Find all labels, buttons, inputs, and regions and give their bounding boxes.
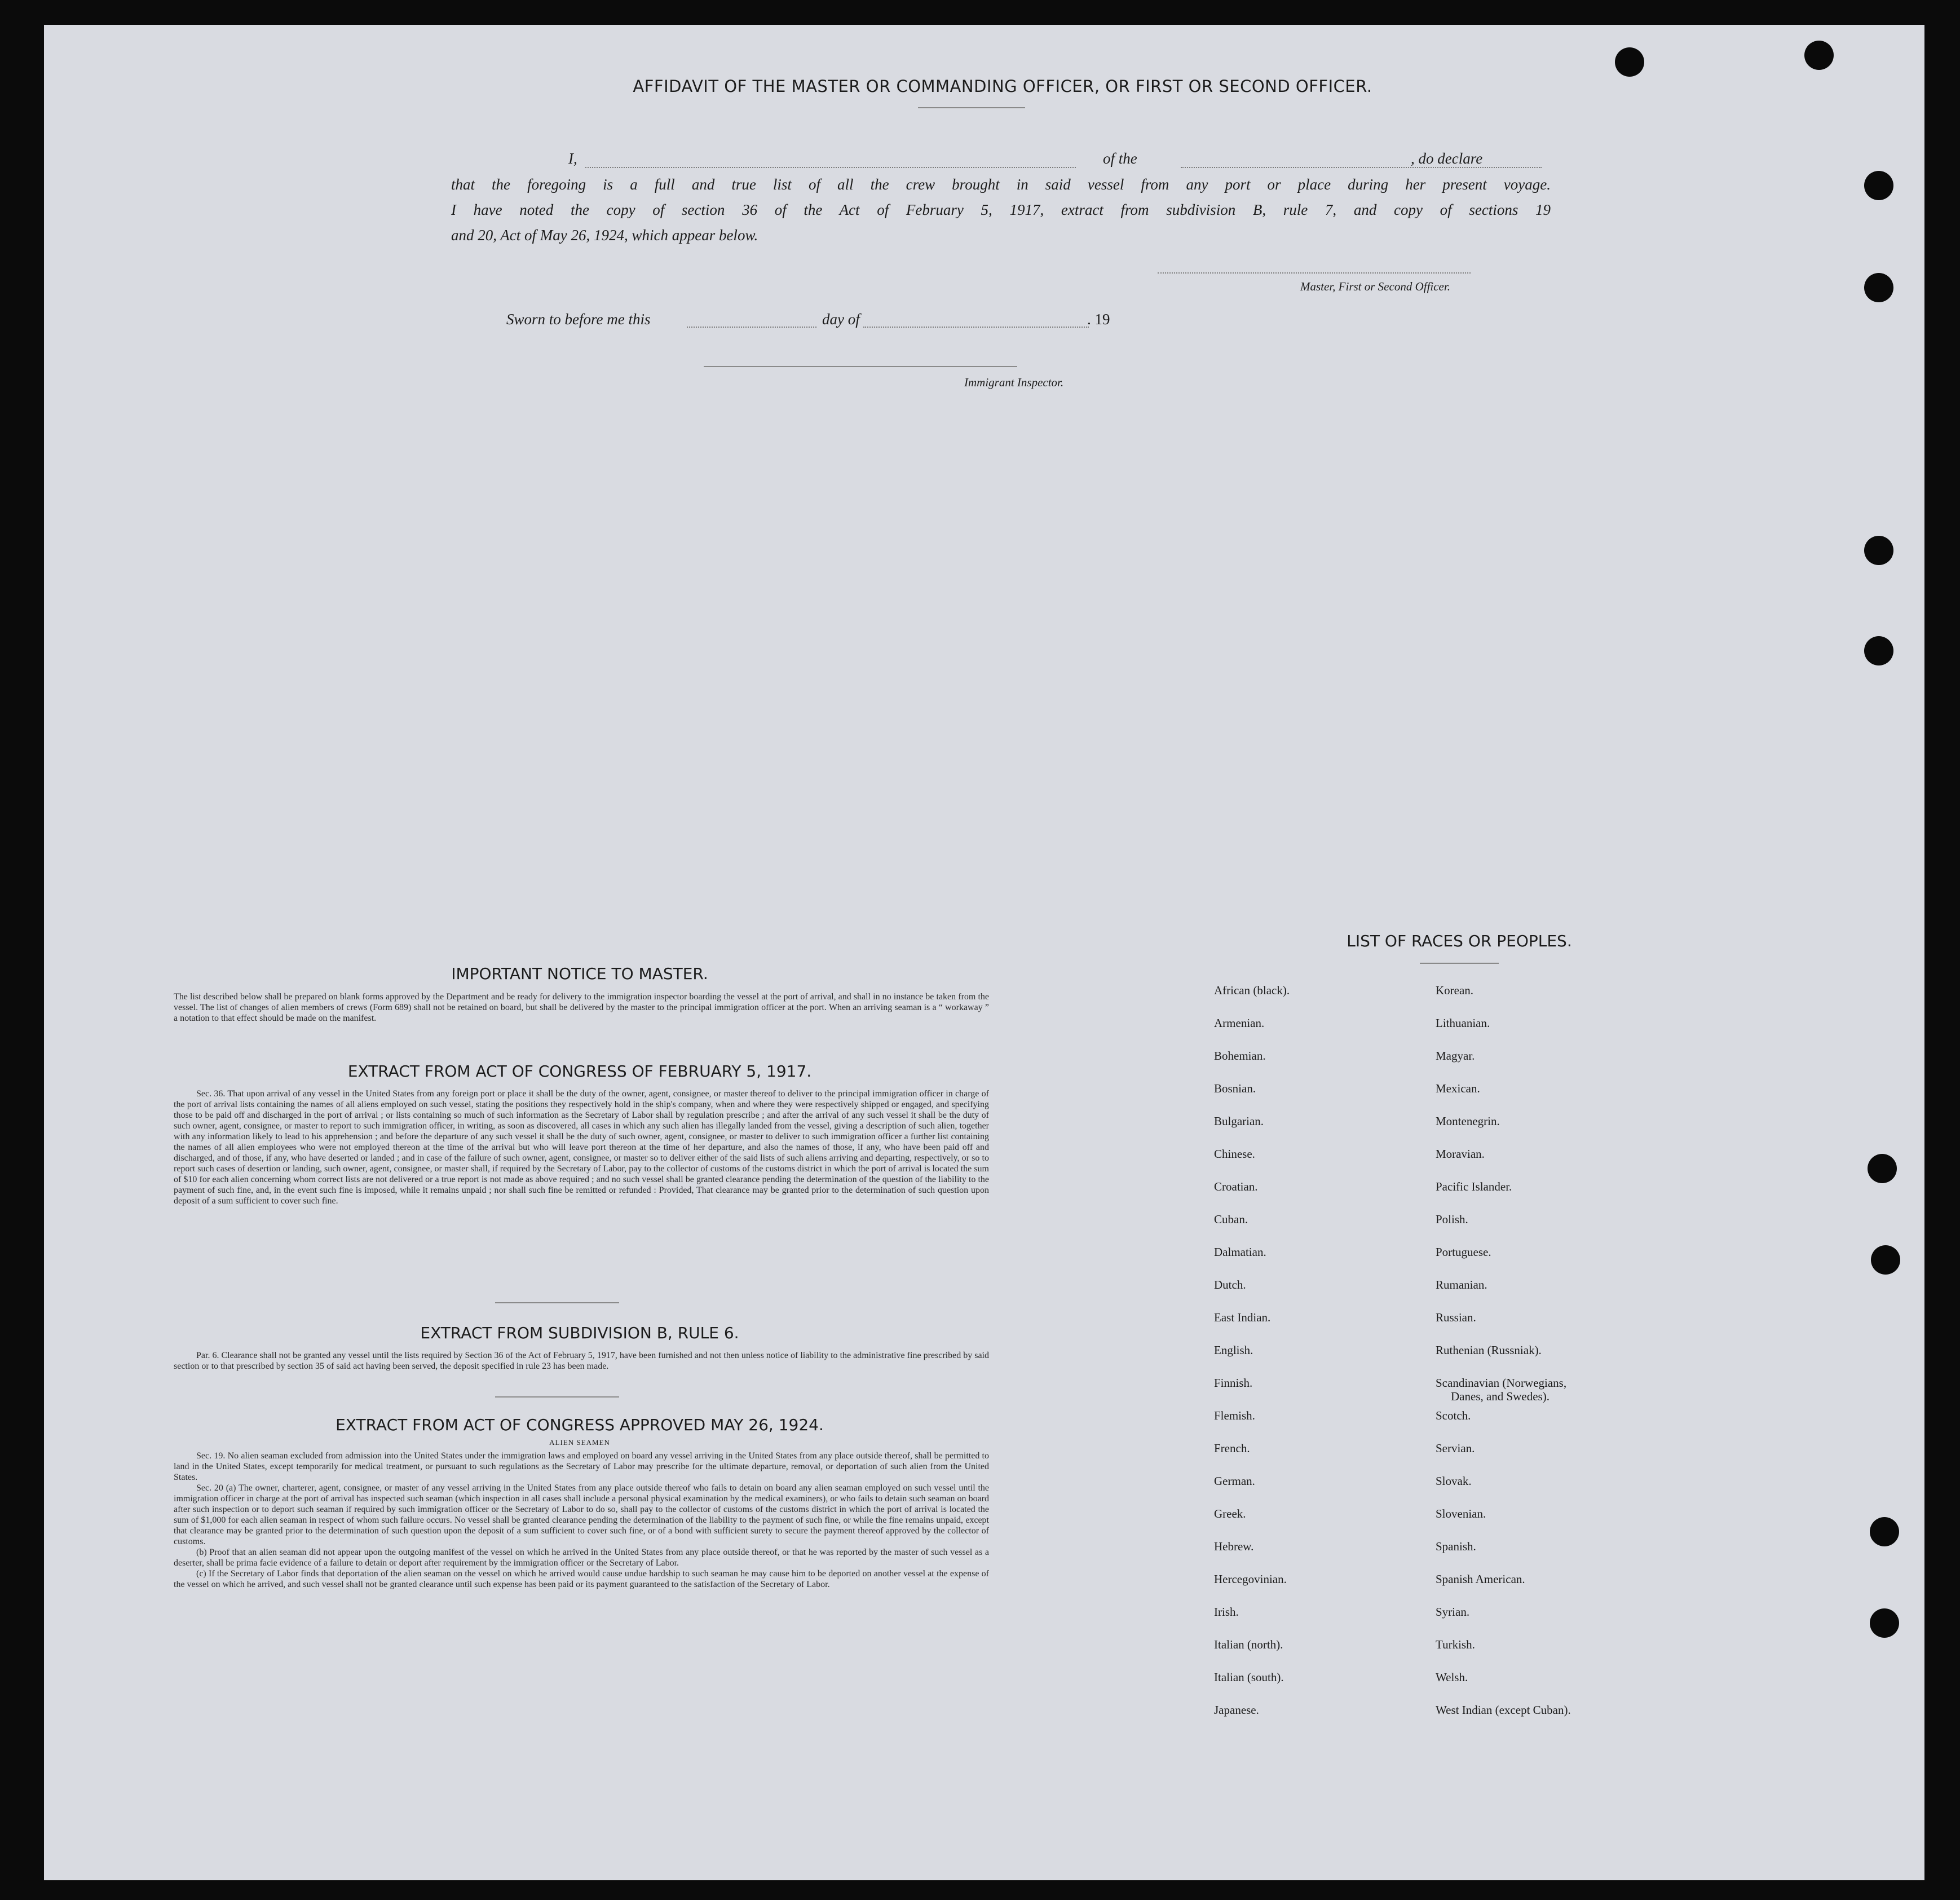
race-item: Syrian. (1436, 1605, 1470, 1619)
i-label: I, (568, 150, 577, 167)
race-item: Armenian. (1214, 1016, 1265, 1030)
binder-hole (1870, 1608, 1899, 1638)
alien-seamen-subtitle: ALIEN SEAMEN (549, 1438, 610, 1447)
do-declare-label: , do declare (1411, 150, 1483, 167)
par-6-paragraph: Par. 6. Clearance shall not be granted any vessel until the lists required by Section 36 of the Act of February 5, 1917, have been furnished and not then unless notice of liability to the administrative fine prescribed by said section or to that prescribed by section 35 of said act having been served, the deposit specified in rule 23 has been made. (174, 1351, 989, 1371)
affidavit-line-3: I have noted the copy of section 36 of the Act of February 5, 1917, extract from subdivision B, rule 7, and copy of sections 19 (451, 201, 1551, 218)
race-item: Chinese. (1214, 1147, 1255, 1161)
race-item: Irish. (1214, 1605, 1239, 1619)
races-title: LIST OF RACES OR PEOPLES. (1347, 932, 1572, 950)
race-item: Spanish. (1436, 1540, 1476, 1553)
form-sheet (44, 25, 1924, 1880)
sworn-prefix: Sworn to before me this (506, 311, 651, 328)
race-item: East Indian. (1214, 1311, 1271, 1324)
races-column-1 (1214, 984, 1428, 1736)
name-field[interactable] (585, 167, 1076, 168)
binder-hole (1864, 171, 1893, 200)
race-item: Finnish. (1214, 1376, 1253, 1390)
race-item: Polish. (1436, 1213, 1468, 1226)
master-signature-line[interactable] (1158, 272, 1471, 274)
notice-title: IMPORTANT NOTICE TO MASTER. (451, 964, 708, 983)
race-item: Moravian. (1436, 1147, 1485, 1161)
race-item: Scotch. (1436, 1409, 1471, 1422)
extract-1924-text (174, 1451, 989, 1590)
binder-hole (1864, 636, 1893, 665)
race-item: Japanese. (1214, 1703, 1259, 1717)
race-item: Magyar. (1436, 1049, 1475, 1063)
affidavit-line-2: that the foregoing is a full and true list of all the crew brought in said vessel from any port or place during her present voyage. (451, 176, 1551, 193)
sworn-month-field[interactable] (863, 327, 1089, 328)
race-item: Bosnian. (1214, 1082, 1256, 1095)
race-item: French. (1214, 1441, 1250, 1455)
section-20b-paragraph: (b) Proof that an alien seaman did not appear upon the outgoing manifest of the vessel on which he arrived in the United States from any place outside thereof, or that he was reported by the master of such vessel as a deserter, shall be prima facie evidence of a failure to detain or deport after requirement by the immigration officer or the Secretary of Labor. (174, 1548, 989, 1568)
race-item: Servian. (1436, 1441, 1475, 1455)
extract-1917-text (174, 1088, 989, 1206)
binder-hole (1864, 273, 1893, 302)
race-item: Hebrew. (1214, 1540, 1254, 1553)
binder-hole (1864, 536, 1893, 565)
race-item: Welsh. (1436, 1670, 1468, 1684)
master-label: Master, First or Second Officer. (1300, 280, 1450, 293)
race-item: Mexican. (1436, 1082, 1480, 1095)
binder-hole (1868, 1154, 1897, 1183)
races-column-2 (1436, 984, 1718, 1736)
race-item: English. (1214, 1343, 1253, 1357)
section-19-paragraph: Sec. 19. No alien seaman excluded from admission into the United States under the immigration laws and employed on board any vessel arriving in the United States from any place outside thereof, shall be permitted to land in the United States, except temporarily for medical treatment, or pursuant to such regulations as the Secretary of Labor may prescribe for the ultimate departure, removal, or deportation of such alien from the United States. (174, 1451, 989, 1482)
race-item: Slovenian. (1436, 1507, 1486, 1520)
race-item: Greek. (1214, 1507, 1246, 1520)
race-item: Dutch. (1214, 1278, 1246, 1291)
binder-hole (1804, 41, 1834, 70)
race-item: Spanish American. (1436, 1572, 1525, 1586)
divider-1 (495, 1302, 619, 1303)
race-item: Pacific Islander. (1436, 1180, 1512, 1193)
of-the-label: of the (1103, 150, 1137, 167)
section-20c-paragraph: (c) If the Secretary of Labor finds that deportation of the alien seaman on the vessel on which he arrived would cause undue hardship to such seaman he may cause him to be deported on another vessel at the expense of the vessel on which he arrived, and such vessel shall not be granted clearance until such expense has been paid or its payment guaranteed to the satisfaction of the Secretary of Labor. (174, 1569, 989, 1589)
binder-hole (1615, 47, 1644, 77)
races-scandinavian-continuation: Danes, and Swedes). (1451, 1390, 1550, 1403)
section-20a-paragraph: Sec. 20 (a) The owner, charterer, agent, consignee, or master of any vessel arriving in the United States from any place outside thereof who fails to detain on board any alien seaman employed on such vessel until the immigration officer in charge at the port of arrival has inspected such seaman (which inspection in all cases shall include a personal physical examination by the medical examiners), or who fails to detain such seaman on board after such inspection or to deport such seaman if required by such immigration officer or the Secretary of Labor to do so, shall pay to the collector of customs of the customs district in which the port of arrival is located the sum of $1,000 for each alien seaman in respect of whom such failure occurs. No vessel shall be granted clearance pending the determination of the liability to the payment of such fine, or while the fine remains unpaid, except that clearance may be granted prior to the determination of such question upon the deposit of a sum sufficient to cover such fine, or of a bond with sufficient surety to secure the payment thereof approved by the collector of customs. (174, 1483, 989, 1546)
affidavit-line-4: and 20, Act of May 26, 1924, which appear below. (451, 227, 758, 244)
race-item: German. (1214, 1474, 1255, 1488)
subdivision-b-text (174, 1350, 989, 1372)
race-item: Flemish. (1214, 1409, 1255, 1422)
affidavit-title: AFFIDAVIT OF THE MASTER OR COMMANDING OFFICER, OR FIRST OR SECOND OFFICER. (633, 77, 1372, 96)
notice-text: The list described below shall be prepared on blank forms approved by the Department and be ready for delivery to the immigration inspector boarding the vessel at the port of arrival, and shall in no instance be taken from the vessel. The list of changes of alien members of crews (Form 689) shall not be retained on board, but shall be delivered by the master to the principal immigration officer at the port. When an arriving seaman is a “ workaway ” a notation to that effect should be made on the manifest. (174, 992, 989, 1023)
divider-2 (495, 1396, 619, 1398)
binder-hole (1871, 1245, 1900, 1275)
race-item: Scandinavian (Norwegians, (1436, 1376, 1567, 1390)
race-item: Portuguese. (1436, 1245, 1491, 1259)
race-item: Bohemian. (1214, 1049, 1266, 1063)
extract-1924-title: EXTRACT FROM ACT OF CONGRESS APPROVED MAY 26, 1924. (336, 1416, 824, 1434)
sworn-day-field[interactable] (687, 327, 816, 328)
race-item: Croatian. (1214, 1180, 1258, 1193)
race-item: Montenegrin. (1436, 1114, 1500, 1128)
binder-hole (1870, 1517, 1899, 1546)
race-item: Lithuanian. (1436, 1016, 1490, 1030)
race-item: Russian. (1436, 1311, 1476, 1324)
race-item: Ruthenian (Russniak). (1436, 1343, 1542, 1357)
vessel-field[interactable] (1181, 167, 1542, 168)
race-item: Slovak. (1436, 1474, 1472, 1488)
title-underline (918, 107, 1025, 108)
race-item: African (black). (1214, 984, 1290, 997)
affidavit-line-1 (450, 150, 1555, 173)
race-item: Hercegovinian. (1214, 1572, 1287, 1586)
inspector-label: Immigrant Inspector. (964, 376, 1064, 389)
race-item: Italian (south). (1214, 1670, 1284, 1684)
section-36-paragraph: Sec. 36. That upon arrival of any vessel in the United States from any foreign port or place it shall be the duty of the owner, agent, consignee, or master thereof to deliver to the principal immigration officer in charge of the port of arrival lists containing the names of all aliens employed on such vessel, stating the positions they respectively hold in the ship's company, when and where they were respectively shipped or engaged, and specifying those to be paid off and discharged in the port of arrival ; or lists containing so much of such information as the Secretary of Labor shall by regulation prescribe ; and after the arrival of any such vessel it shall be the duty of such owner, agent, consignee, or master to report to such immigration officer, in writing, as soon as discovered, all cases in which any such alien has illegally landed from the vessel, giving a description of such alien, together with any information likely to lead to his apprehension ; and before the departure of any such vessel it shall be the duty of such owner, agent, consignee, or master to deliver to such immigration officer a further list containing the names of all alien employees who were not employed thereon at the time of the arrival but who will leave port thereon at the time of her departure, and also the names of those, if any, who have been paid off and discharged, and of those, if any, who have deserted or landed ; and in case of the failure of such owner, agent, consignee, or master so to deliver either of the said lists of such aliens arriving and departing, respectively, or so to report such cases of desertion or landing, such owner, agent, consignee, or master shall, if required by the Secretary of Labor, pay to the collector of customs of the customs district in which the port of arrival is located the sum of $10 for each alien concerning whom correct lists are not delivered or a true report is not made as above required ; and no such vessel shall be granted clearance pending the determination of the question of the liability to the payment of such fine, and, in the event such fine is imposed, while it remains unpaid ; nor shall such fine be remitted or refunded : Provided, That clearance may be granted prior to the determination of such question upon deposit of a sum sufficient to cover such fine. (174, 1089, 989, 1206)
race-item: Turkish. (1436, 1638, 1475, 1651)
race-item: Korean. (1436, 984, 1474, 997)
extract-1917-title: EXTRACT FROM ACT OF CONGRESS OF FEBRUARY 5, 1917. (347, 1062, 812, 1081)
race-item: Cuban. (1214, 1213, 1248, 1226)
race-item: Bulgarian. (1214, 1114, 1264, 1128)
race-item: Italian (north). (1214, 1638, 1283, 1651)
race-item: Rumanian. (1436, 1278, 1487, 1291)
subdivision-b-title: EXTRACT FROM SUBDIVISION B, RULE 6. (420, 1324, 739, 1342)
day-of-label: day of (822, 311, 860, 328)
races-underline (1420, 963, 1499, 964)
race-item: Dalmatian. (1214, 1245, 1266, 1259)
year-label: . 19 (1087, 311, 1110, 328)
inspector-signature-line[interactable] (704, 366, 1017, 367)
race-item: West Indian (except Cuban). (1436, 1703, 1571, 1717)
